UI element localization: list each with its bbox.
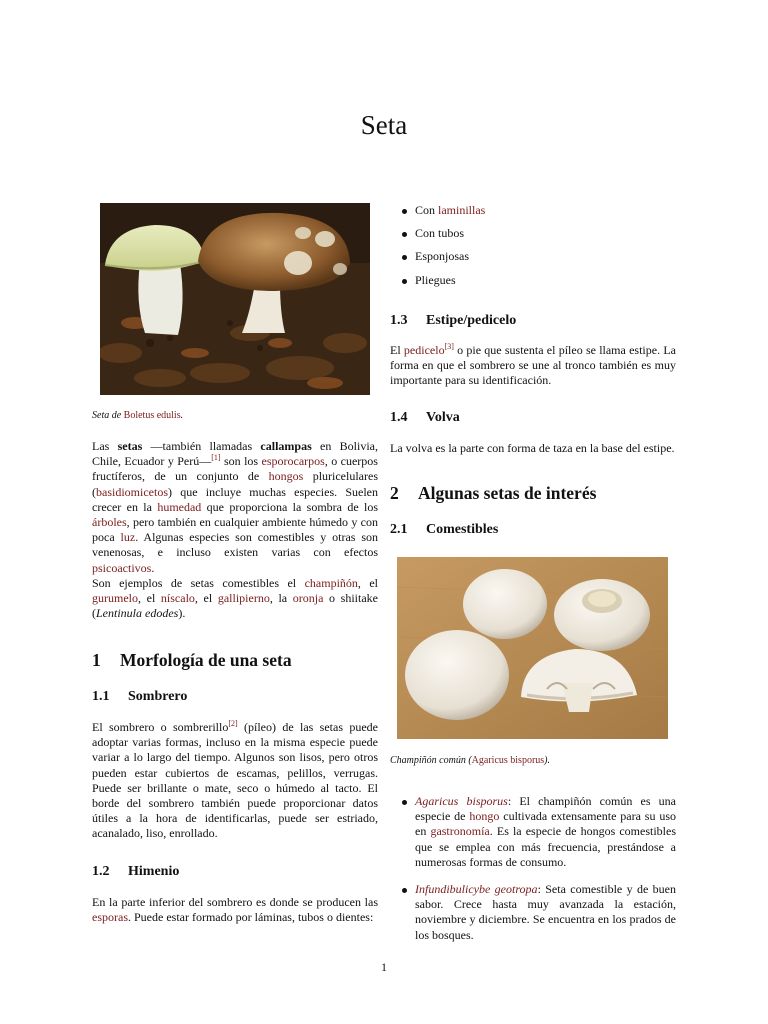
figure-caption-boletus [92,409,378,422]
text-run: ) que incluye muchas especies. Suelen crecer en la [92,484,378,514]
figure-boletus [100,203,370,395]
text-run: o shiitake ( [92,591,378,621]
inline-link[interactable]: [3] [444,342,454,351]
bullet-icon [402,232,407,237]
text-run: que proporciona la sombra de los [201,499,378,514]
subsection-number: 1.3 [390,313,408,328]
reference-superscript [445,342,454,351]
text-run: , el [357,576,378,590]
text-run: Pliegues [415,272,456,287]
inline-link[interactable]: gallipierno [217,591,270,606]
text-run: cultivada extensamente para su uso en [415,809,676,839]
caption-prefix: Seta de [92,410,124,421]
text-run: : El champiñón común es una especie de [415,794,676,824]
subsection-title: Estipe/pedicelo [426,313,517,328]
inline-link[interactable]: níscalo [160,591,195,606]
boletus-photo [100,203,370,395]
text-run: Con [415,203,439,217]
text-run: setas [117,439,143,453]
text-run: , el [194,591,218,606]
inline-link[interactable]: oronja [292,591,324,606]
list-item [390,273,676,288]
subsection-heading-volva [390,410,676,426]
text-run: pluricelulares ( [92,469,378,499]
section-number: 1 [92,650,101,670]
inline-link[interactable]: esporocarpos [261,454,325,469]
subsection-number: 1.4 [390,410,408,425]
subsection-number: 1.2 [92,864,110,879]
page-title: Seta [360,110,408,140]
list-item [390,249,676,264]
estipe-paragraph [390,343,676,389]
inline-link[interactable]: luz [120,530,136,545]
section-heading-1 [92,650,378,671]
text-run: , o cuerpos fructíferos, de un conjunto de [92,454,378,484]
inline-link[interactable]: gastronomía [430,824,490,839]
inline-link[interactable]: [2] [228,719,238,728]
text-run: ). [178,606,186,621]
subsection-title: Sombrero [128,689,188,704]
text-run: en Bolivia, Chile, Ecuador y Perú— [92,439,378,469]
text-run: Son ejemplos de setas comestibles el [92,576,305,590]
subsection-heading-comestibles [390,522,676,538]
inline-link[interactable]: humedad [157,499,202,514]
sombrero-paragraph [92,720,378,842]
text-run: El sombrero o sombrerillo [92,720,229,734]
bullet-icon [402,279,407,284]
reference-superscript [211,453,220,462]
text-run: . [151,560,155,575]
volva-paragraph [390,441,676,456]
text-run: Lentinula edodes [96,606,179,621]
bullet-icon [402,255,407,260]
inline-link[interactable]: hongo [469,809,500,824]
text-run: Esponjosas [415,249,469,264]
text-run: . Algunas especies son comestibles y otras son venenosas, e incluso existen varias con efectos [92,530,378,560]
text-run: En la parte inferior del sombrero es donde se producen las [92,895,378,909]
subsection-number: 2.1 [390,522,408,537]
inline-link[interactable]: esporas [92,910,128,925]
text-run: : Seta comestible y de buen sabor. Crece hasta muy avanzada la estación, noviembre y diciembre. Se encuentra en los prados de los bosques. [415,882,676,942]
page-number: 1 [381,960,387,974]
text-run: (píleo) de las setas puede adoptar varias formas, incluso en la misma especie puede variar a lo largo del tiempo. Algunos son lisos, pero otros pueden estar cubiertos de escamas, pelillos, verrugas. Puede ser brillante o mate, seco o húmedo al tacto. El borde del sombrero también puede proporcionar datos útiles a la hora de identificarlas, puede ser estriado, acanalado, liso, enrollado. [92,720,379,841]
inline-link[interactable]: árboles [92,515,127,530]
subsection-heading-himenio [92,864,378,880]
text-run: . Es la especie de hongos comestibles que se emplea con más frecuencia, prestándose a numerosas formas de consumo. [415,824,677,869]
text-run: o pie que sustenta el píleo se llama estipe. La forma en que el sombrero se une al tronco también es muy importante para su identificación. [390,343,676,388]
champinon-photo [397,557,668,739]
inline-link[interactable]: gurumelo [92,591,138,606]
subsection-title: Himenio [128,864,180,879]
text-run: son los [220,454,262,469]
text-run: La volva es la parte con forma de taza en la base del estipe. [390,441,675,455]
section-title: Algunas setas de interés [418,483,597,503]
himenio-paragraph [92,895,378,925]
inline-link[interactable]: laminillas [438,203,486,217]
subsection-title: Comestibles [426,522,499,537]
intro-paragraph-1 [92,439,378,576]
list-item [390,203,676,218]
comestibles-list [390,794,676,943]
text-run: Con tubos [415,226,465,241]
list-item [390,882,676,943]
inline-link[interactable]: champiñón [304,576,358,590]
himenio-list [390,203,676,288]
caption-link-boletus[interactable]: Boletus edulis [123,410,181,421]
bullet-icon [402,800,407,805]
subsection-title: Volva [426,410,460,425]
caption-suffix: . [180,410,184,421]
list-item [390,794,676,870]
inline-link[interactable]: psicoactivos [92,560,152,575]
text-run: . Puede estar formado por láminas, tubos o dientes: [128,910,374,925]
intro-paragraph-2 [92,576,378,622]
subsection-number: 1.1 [92,689,110,704]
inline-link[interactable]: hongos [268,469,304,484]
text-run: , la [269,591,293,606]
section-title: Morfología de una seta [120,650,292,670]
section-number: 2 [390,483,399,503]
inline-link[interactable]: pedicelo [403,343,445,357]
text-run: —también llamadas [142,439,261,453]
subsection-heading-estipe [390,313,676,329]
text-run: callampas [260,439,312,453]
inline-link[interactable]: [1] [211,453,221,463]
caption-link-agaricus[interactable]: Agaricus bisporus [471,755,545,766]
caption-prefix: Champiñón común ( [390,755,472,766]
inline-link[interactable]: basidiomicetos [96,484,168,499]
figure-champinon [397,557,668,739]
subsection-heading-sombrero [92,689,378,705]
section-heading-2 [390,483,676,504]
list-item [390,226,676,241]
bullet-icon [402,888,407,893]
text-run: , el [138,591,161,606]
text-run: , pero también en cualquier ambiente húmedo y con poca [92,515,378,545]
inline-link[interactable]: Agaricus bisporus [415,794,508,808]
text-run: El [390,343,404,357]
text-run: Las [92,439,118,453]
figure-caption-champinon [390,754,676,767]
caption-suffix: ). [544,755,551,766]
inline-link[interactable]: Infundibulicybe geotropa [415,882,538,897]
bullet-icon [402,209,407,214]
reference-superscript [228,719,237,728]
